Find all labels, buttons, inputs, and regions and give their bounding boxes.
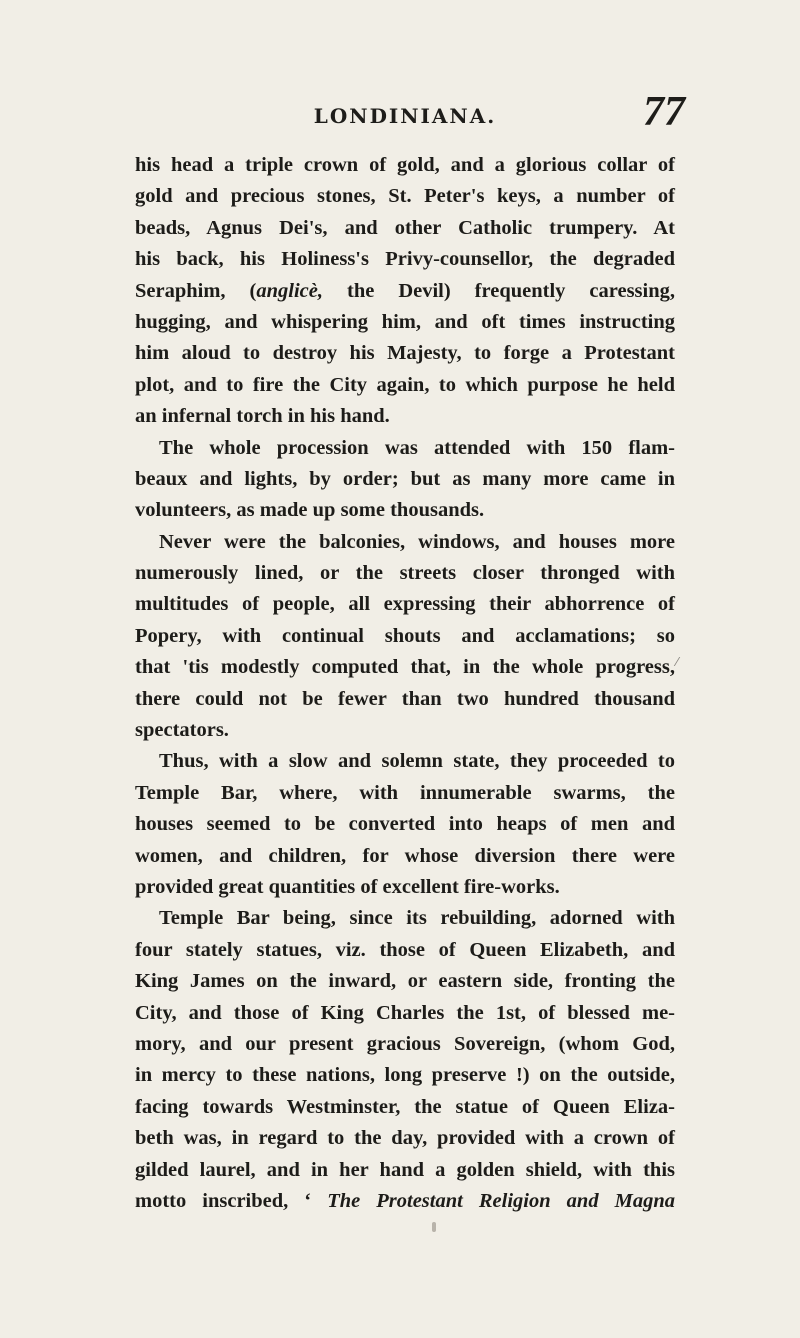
text-line: volunteers, as made up some thousands. [135,499,485,522]
text-line: Seraphim, (anglicè, the Devil) frequently caressing, [135,279,676,302]
page-number: 77 [643,89,685,135]
text-line: Temple Bar, where, with innumerable swarms, the [135,781,675,804]
text-line: beth was, in regard to the day, provided with a crown of [135,1127,675,1150]
text-line: spectators. [135,719,229,742]
paragraph-first-line: The whole procession was attended with 150 flam- [159,436,675,459]
text-line: beaux and lights, by order; but as many more came in [135,467,675,490]
text-line: houses seemed to be converted into heaps of men and [135,813,675,836]
text-line: motto inscribed, ‘ The Protestant Religion and Magna [135,1189,675,1212]
text-line: hugging, and whispering him, and oft times instructing [135,310,675,333]
paragraph-first-line: Thus, with a slow and solemn state, they proceeded to [159,750,675,773]
italic-word: anglicè, [256,279,323,302]
running-title: LONDINIANA. [313,104,497,128]
text-line: City, and those of King Charles the 1st, of blessed me- [135,1001,675,1024]
text-line: gilded laurel, and in her hand a golden shield, with this [135,1158,675,1181]
text-line: there could not be fewer than two hundred thousand [135,687,675,710]
italic-phrase: The Protestant Religion and Magna [327,1189,675,1212]
text-line: women, and children, for whose diversion there were [135,844,675,867]
text-line: gold and precious stones, St. Peter's keys, a number of [135,185,675,208]
text-line: his back, his Holiness's Privy-counsellor, the degraded [135,248,675,271]
print-speck [432,1222,436,1232]
text-line: in mercy to these nations, long preserve !) on the outside, [135,1064,675,1087]
text-line: plot, and to fire the City again, to which purpose he held [135,373,675,396]
paragraph-first-line: Never were the balconies, windows, and houses more [159,530,675,553]
page-header [130,89,685,142]
text-line: multitudes of people, all expressing their abhorrence of [135,593,675,616]
text-line: four stately statues, viz. those of Queen Elizabeth, and [135,938,675,961]
paragraph-first-line: Temple Bar being, since its rebuilding, adorned with [159,907,675,930]
text-line: facing towards Westminster, the statue of Queen Eliza- [135,1095,675,1118]
text-line: King James on the inward, or eastern side, fronting the [135,970,675,993]
text-line: numerously lined, or the streets closer thronged with [135,562,675,585]
text-line: Popery, with continual shouts and acclamations; so [135,624,675,647]
text-line: beads, Agnus Dei's, and other Catholic trumpery. At [135,216,675,239]
text-line: mory, and our present gracious Sovereign, (whom God, [135,1032,675,1055]
margin-tick-mark: ⁄ [676,655,679,669]
body-text [135,150,675,1217]
text-line: him aloud to destroy his Majesty, to forge a Protestant [135,342,675,365]
text-line: that 'tis modestly computed that, in the whole progress, [135,656,675,679]
text-line: provided great quantities of excellent fire-works. [135,875,560,898]
text-line: his head a triple crown of gold, and a glorious collar of [135,154,675,176]
text-line: an infernal torch in his hand. [135,405,390,428]
